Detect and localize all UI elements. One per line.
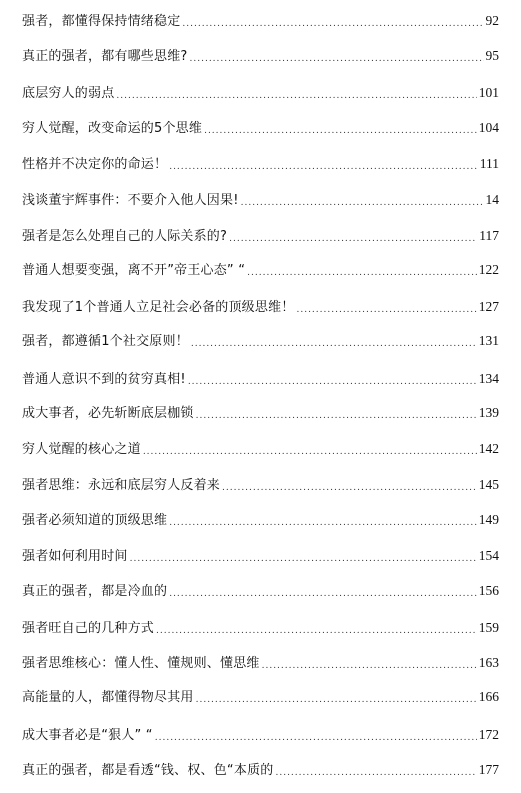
toc-entry-title: 普通人想要变强，离不开”帝王心态” “ (22, 263, 246, 278)
toc-entry[interactable] (22, 82, 499, 104)
toc-entry-page: 145 (478, 477, 499, 492)
dot-leader (196, 405, 477, 427)
toc-entry-page: 117 (479, 228, 499, 243)
toc-entry-page: 177 (478, 762, 499, 777)
dot-leader (156, 620, 477, 642)
toc-entry[interactable] (22, 296, 499, 318)
dot-leader (241, 192, 484, 214)
toc-entry-page: 104 (478, 120, 499, 135)
dot-leader (229, 228, 477, 250)
toc-entry[interactable] (22, 759, 499, 781)
toc-entry-title: 强者，都懂得保持情绪稳定 (22, 14, 181, 29)
toc-entry[interactable] (22, 10, 499, 32)
toc-entry-page: 14 (485, 192, 499, 207)
toc-entry-title: 成大事者，必先斩断底层枷锁 (22, 406, 194, 421)
toc-entry[interactable] (22, 474, 499, 496)
toc-entry-title: 真正的强者，都是冷血的 (22, 584, 168, 599)
toc-entry[interactable] (22, 724, 499, 746)
dot-leader (275, 762, 476, 784)
toc-entry[interactable] (22, 509, 499, 531)
toc-entry-page: 95 (485, 48, 499, 63)
toc-entry[interactable] (22, 368, 499, 390)
dot-leader (182, 13, 483, 35)
toc-entry[interactable] (22, 225, 499, 247)
toc-entry[interactable] (22, 545, 499, 567)
dot-leader (191, 333, 477, 355)
dot-leader (116, 85, 476, 107)
toc-entry[interactable] (22, 652, 499, 674)
toc-entry-title: 穷人觉醒的核心之道 (22, 442, 141, 457)
toc-entry-title: 高能量的人，都懂得物尽其用 (22, 690, 194, 705)
dot-leader (190, 48, 484, 70)
dot-leader (155, 727, 477, 749)
toc-entry-title: 真正的强者，都有哪些思维? (22, 49, 188, 64)
toc-entry-title: 真正的强者，都是看透“钱、权、色“本质的 (22, 763, 274, 778)
toc-entry-page: 92 (485, 13, 499, 28)
toc-entry-page: 134 (478, 371, 499, 386)
toc-entry[interactable] (22, 153, 499, 175)
toc-entry[interactable] (22, 45, 499, 67)
toc-entry-page: 127 (478, 299, 499, 314)
toc-entry-title: 普通人意识不到的贫穷真相! (22, 372, 186, 387)
dot-leader (169, 156, 478, 178)
toc-entry-title: 强者是怎么处理自己的人际关系的? (22, 229, 228, 244)
toc-entry[interactable] (22, 438, 499, 460)
dot-leader (222, 477, 477, 499)
toc-entry-title: 强者旺自己的几种方式 (22, 621, 155, 636)
toc-entry[interactable] (22, 686, 499, 708)
toc-entry-title: 强者如何利用时间 (22, 549, 128, 564)
dot-leader (204, 120, 477, 142)
toc-entry-title: 浅谈董宇辉事件：不要介入他人因果! (22, 193, 239, 208)
toc-entry-page: 131 (478, 333, 499, 348)
toc-entry-page: 149 (478, 512, 499, 527)
toc-entry-title: 性格并不决定你的命运！ (22, 157, 168, 172)
toc-entry-page: 163 (478, 655, 499, 670)
dot-leader (143, 441, 477, 463)
toc-entry-page: 139 (478, 405, 499, 420)
toc-entry[interactable] (22, 259, 499, 281)
toc-entry-page: 159 (478, 620, 499, 635)
dot-leader (247, 262, 477, 284)
dot-leader (130, 548, 477, 570)
dot-leader (169, 583, 477, 605)
toc-entry-title: 强者必须知道的顶级思维 (22, 513, 168, 528)
toc-entry-page: 154 (478, 548, 499, 563)
toc-entry[interactable] (22, 580, 499, 602)
toc-entry-page: 156 (478, 583, 499, 598)
toc-entry-page: 166 (478, 689, 499, 704)
toc-entry[interactable] (22, 402, 499, 424)
toc-entry-title: 强者思维：永远和底层穷人反着来 (22, 478, 221, 493)
dot-leader (262, 655, 477, 677)
toc-entry-page: 111 (479, 156, 499, 171)
toc-entry-title: 强者，都遵循1个社交原则！ (22, 334, 189, 349)
toc-entry-title: 底层穷人的弱点 (22, 86, 115, 101)
toc-entry[interactable] (22, 617, 499, 639)
toc-entry-page: 122 (478, 262, 499, 277)
dot-leader (196, 689, 477, 711)
toc-entry-title: 穷人觉醒，改变命运的5个思维 (22, 121, 203, 136)
toc-entry[interactable] (22, 189, 499, 211)
toc-entry-page: 142 (478, 441, 499, 456)
toc-entry-page: 101 (478, 85, 499, 100)
toc-entry-page: 172 (478, 727, 499, 742)
toc-entry[interactable] (22, 330, 499, 352)
toc-entry-title: 强者思维核心：懂人性、懂规则、懂思维 (22, 656, 260, 671)
toc-entry[interactable] (22, 117, 499, 139)
dot-leader (296, 299, 476, 321)
dot-leader (169, 512, 477, 534)
dot-leader (188, 371, 477, 393)
toc-entry-title: 我发现了1个普通人立足社会必备的顶级思维！ (22, 300, 295, 315)
toc-entry-title: 成大事者必是“狠人” “ (22, 728, 153, 743)
